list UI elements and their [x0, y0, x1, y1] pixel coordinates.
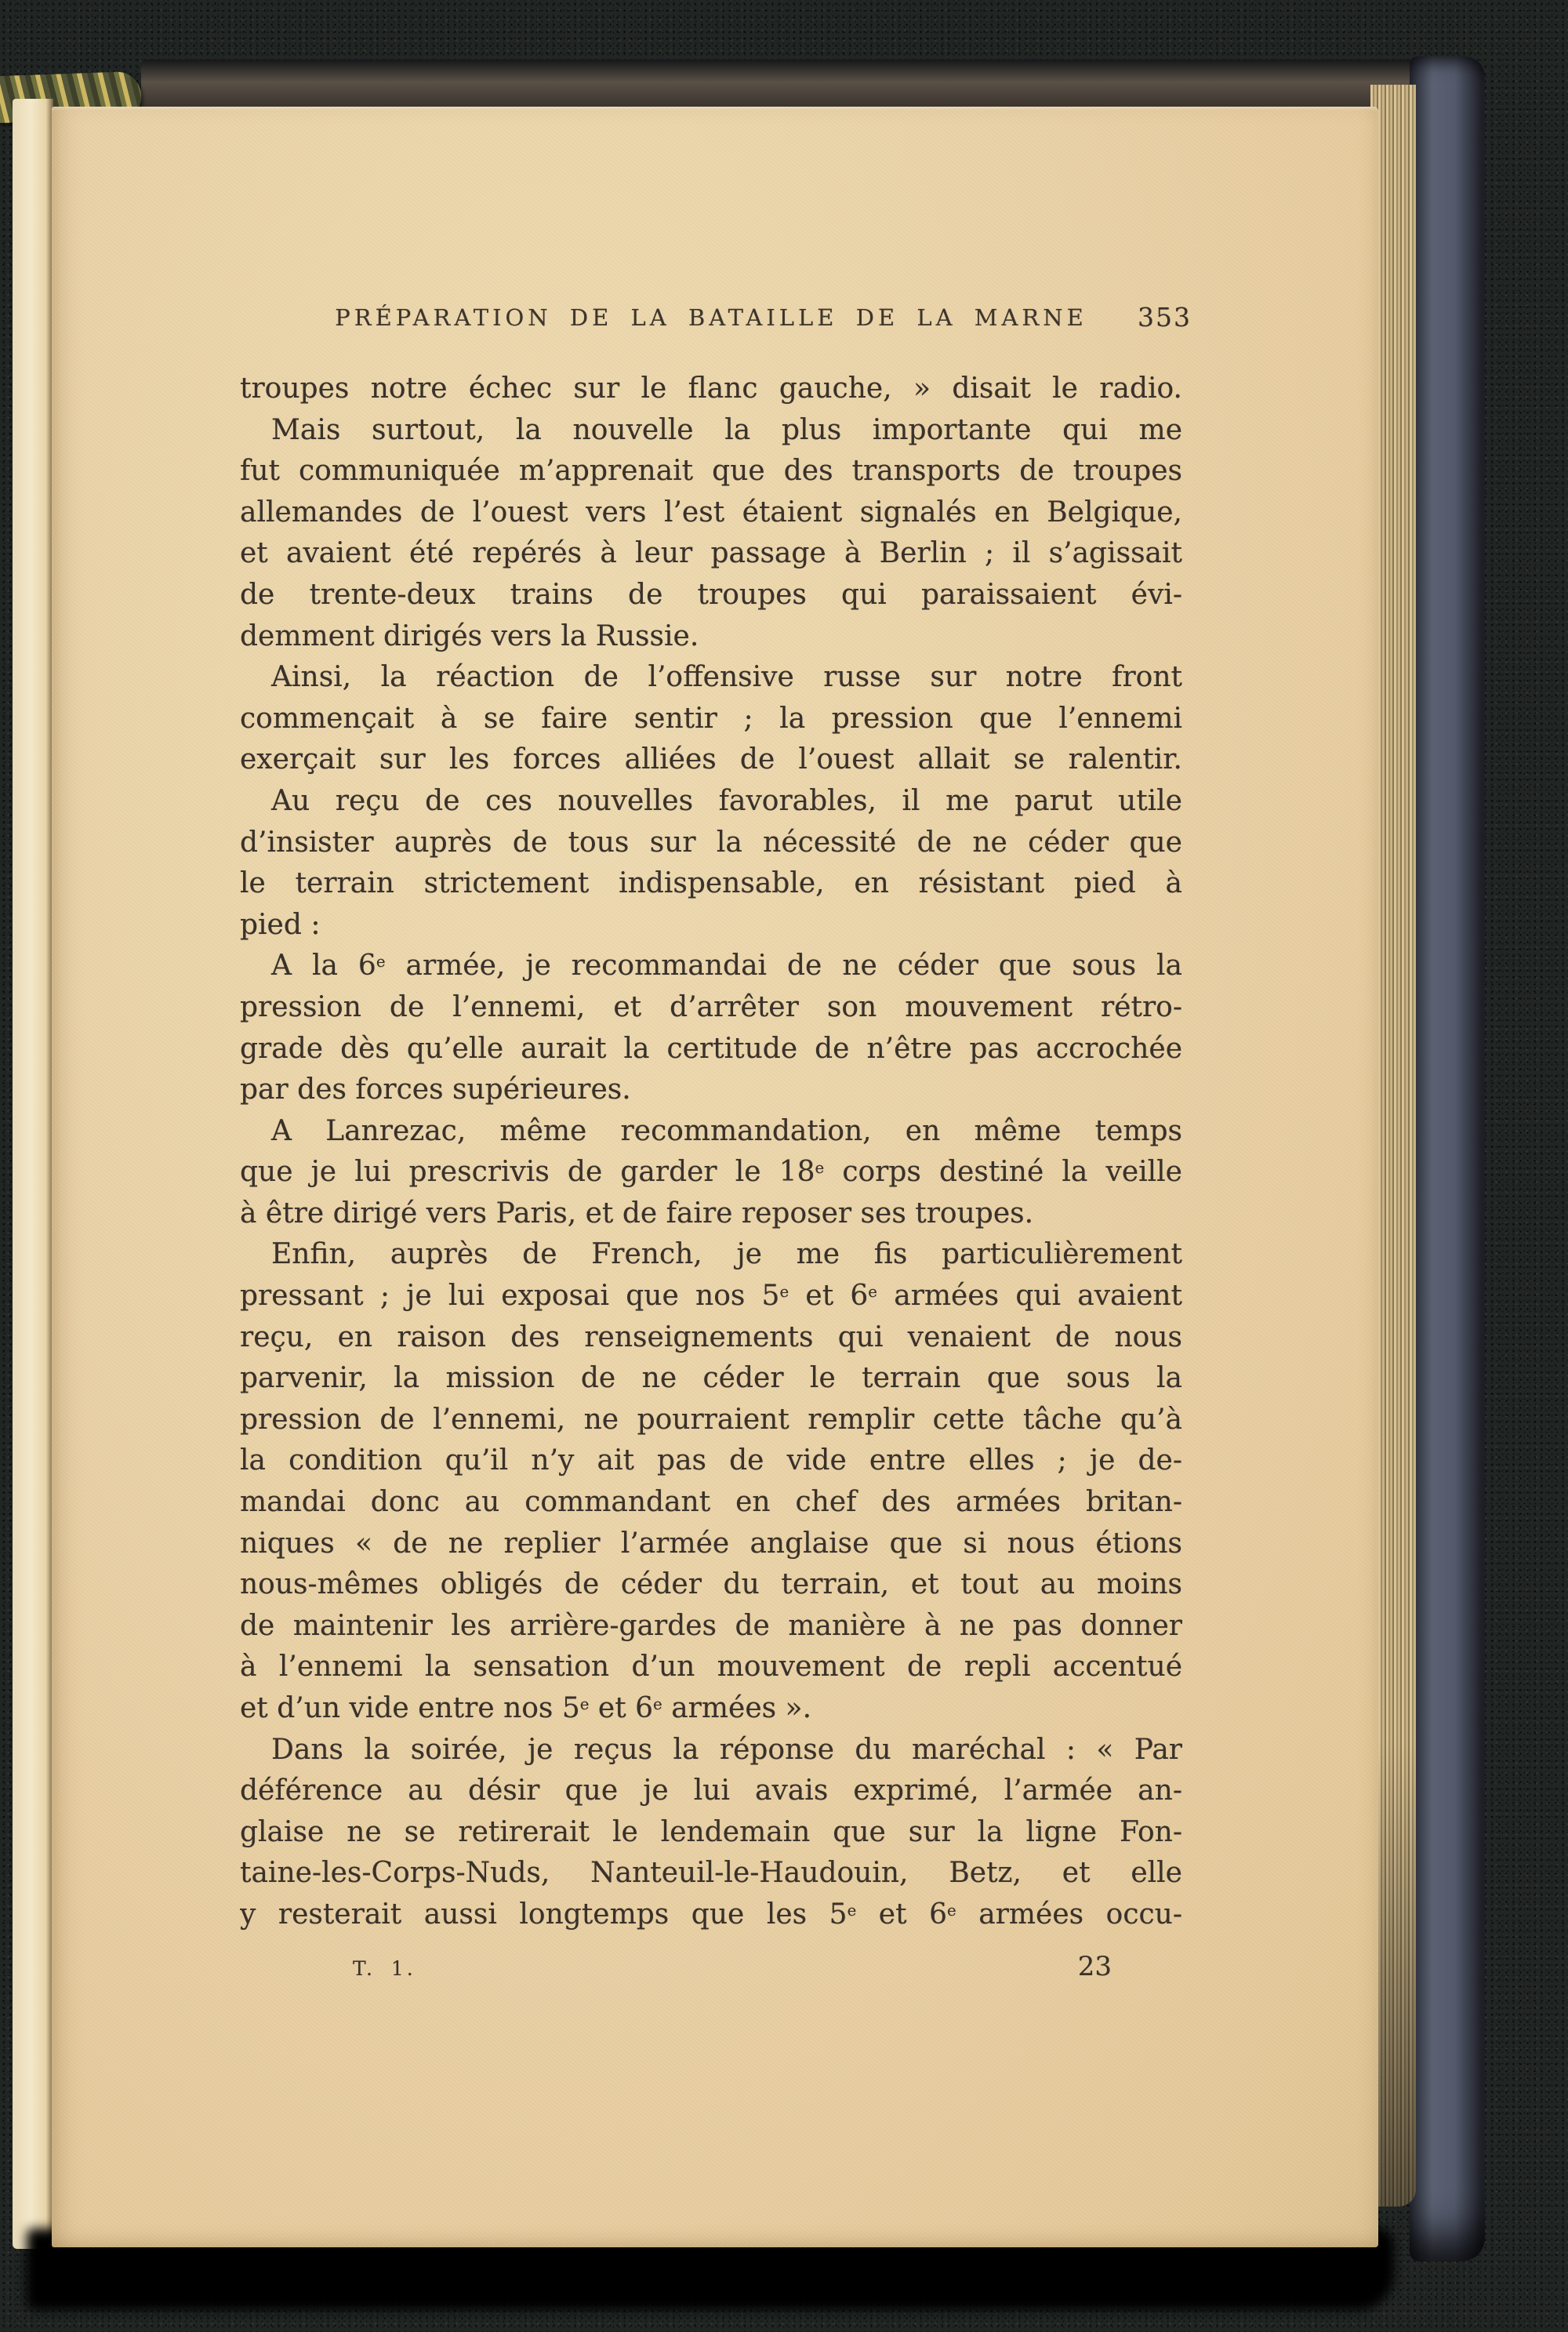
page-footer	[240, 1951, 1182, 1998]
body-line: allemandes de l’ouest vers l’est étaient signalés en Belgique,	[240, 496, 1182, 529]
body-line: parvenir, la mission de ne céder le terrain que sous la	[240, 1362, 1182, 1395]
body-line: pressant ; je lui exposai que nos 5e et 6e armées qui avaient	[240, 1280, 1182, 1313]
body-line: déférence au désir que je lui avais exprimé, l’armée an-	[240, 1774, 1182, 1807]
body-line: Au reçu de ces nouvelles favorables, il me parut utile	[271, 784, 1182, 817]
body-line: de maintenir les arrière-gardes de manière à ne pas donner	[240, 1609, 1182, 1642]
body-line: niques « de ne replier l’armée anglaise que si nous étions	[240, 1527, 1182, 1560]
body-line: de trente-deux trains de troupes qui paraissaient évi-	[240, 578, 1182, 611]
body-line: que je lui prescrivis de garder le 18e corps destiné la veille	[240, 1156, 1182, 1189]
book-page	[52, 107, 1378, 2247]
cover-board-right	[1410, 56, 1485, 2261]
body-line: à l’ennemi la sensation d’un mouvement de repli accentué	[240, 1651, 1182, 1684]
body-line: taine-les-Corps-Nuds, Nanteuil-le-Haudouin, Betz, et elle	[240, 1857, 1182, 1890]
body-line: la condition qu’il n’y ait pas de vide entre elles ; je de-	[240, 1444, 1182, 1477]
sheet-signature: 23	[1077, 1951, 1112, 1982]
body-line: d’insister auprès de tous sur la nécessité de ne céder que	[240, 826, 1182, 859]
body-line: Ainsi, la réaction de l’offensive russe sur notre front	[271, 661, 1182, 694]
body-line: pied :	[240, 908, 321, 941]
body-line: pression de l’ennemi, ne pourraient remplir cette tâche qu’à	[240, 1403, 1182, 1436]
body-line: glaise ne se retirerait le lendemain que sur la ligne Fon-	[240, 1815, 1182, 1848]
body-line: Mais surtout, la nouvelle la plus importante qui me	[271, 413, 1182, 446]
body-line: demment dirigés vers la Russie.	[240, 619, 699, 652]
body-line: et d’un vide entre nos 5e et 6e armées ».	[240, 1692, 812, 1724]
body-line: par des forces supérieures.	[240, 1073, 631, 1106]
body-line: A la 6e armée, je recommandai de ne céder que sous la	[271, 950, 1182, 983]
running-header-title: PRÉPARATION DE LA BATAILLE DE LA MARNE	[335, 304, 1087, 331]
body-text	[240, 369, 1182, 1936]
body-line: troupes notre échec sur le flanc gauche, » disait le radio.	[240, 372, 1182, 405]
body-line: reçu, en raison des renseignements qui venaient de nous	[240, 1320, 1182, 1353]
body-line: exerçait sur les forces alliées de l’ouest allait se ralentir.	[240, 743, 1182, 776]
body-line: et avaient été repérés à leur passage à Berlin ; il s’agissait	[240, 537, 1182, 570]
body-line: A Lanrezac, même recommandation, en même temps	[271, 1114, 1182, 1147]
body-line: à être dirigé vers Paris, et de faire reposer ses troupes.	[240, 1197, 1034, 1230]
body-line: nous-mêmes obligés de céder du terrain, et tout au moins	[240, 1568, 1182, 1601]
volume-marker: T. 1.	[353, 1957, 416, 1980]
page-number: 353	[1138, 302, 1192, 332]
body-line: mandai donc au commandant en chef des armées britan-	[240, 1486, 1182, 1519]
body-line: fut communiquée m’apprenait que des transports de troupes	[240, 455, 1182, 488]
body-line: Enfin, auprès de French, je me fis particulièrement	[271, 1238, 1182, 1271]
body-line: pression de l’ennemi, et d’arrêter son mouvement rétro-	[240, 990, 1182, 1023]
facing-page-edge	[13, 99, 53, 2249]
running-header	[240, 302, 1192, 336]
body-line: Dans la soirée, je reçus la réponse du maréchal : « Par	[271, 1733, 1182, 1766]
body-line: le terrain strictement indispensable, en résistant pied à	[240, 867, 1182, 900]
body-line: y resterait aussi longtemps que les 5e et 6e armées occu-	[240, 1898, 1182, 1931]
body-line: grade dès qu’elle aurait la certitude de n’être pas accrochée	[240, 1032, 1182, 1065]
body-line: commençait à se faire sentir ; la pression que l’ennemi	[240, 702, 1182, 735]
